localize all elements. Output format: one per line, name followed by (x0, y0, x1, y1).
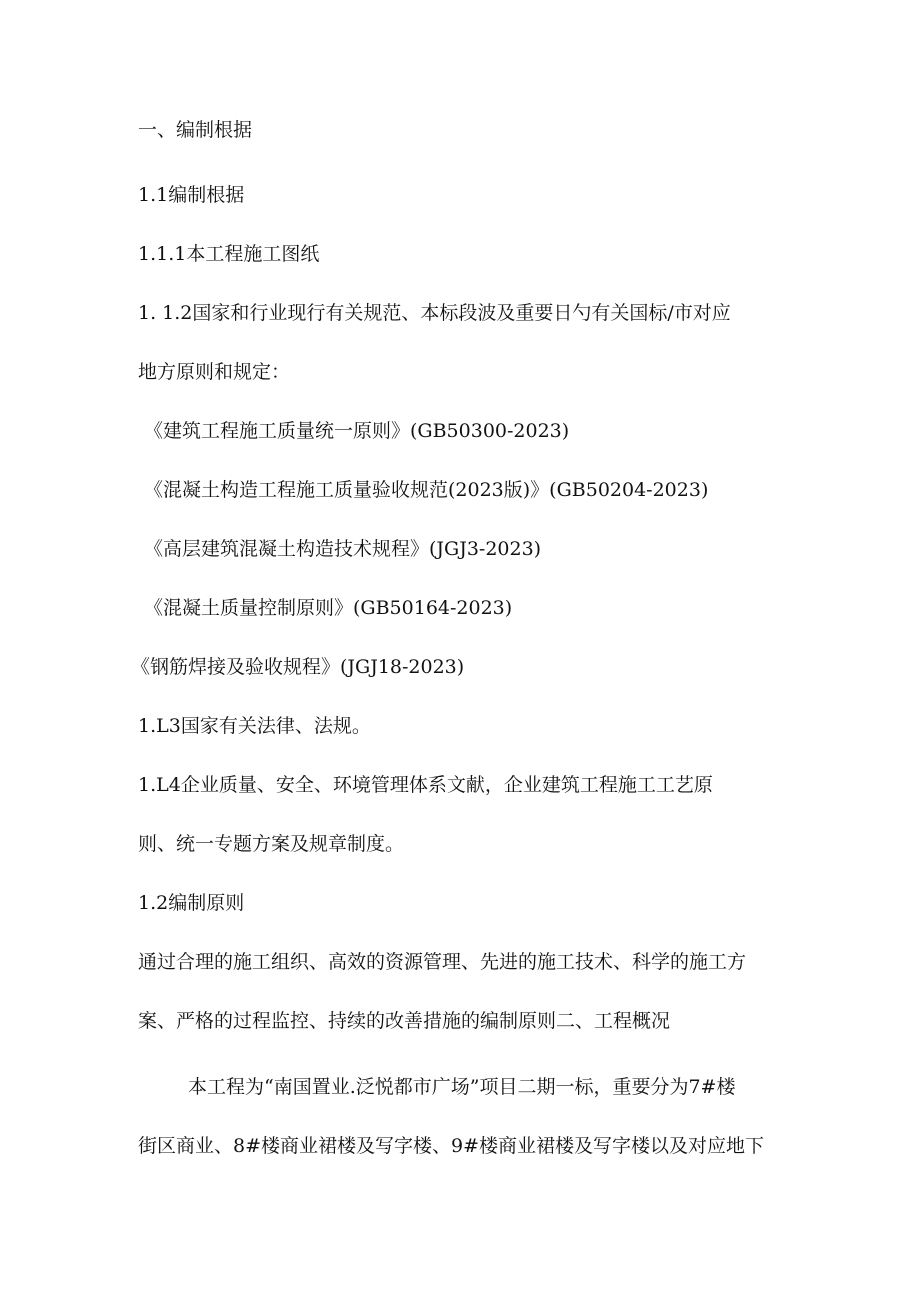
standard-jgj18: 《钢筋焊接及验收规程》(JGJ18-2023) (131, 656, 465, 678)
item-1-1-4: 1.L4企业质量、安全、环境管理体系文献，企业建筑工程施工工艺原 (138, 774, 713, 796)
standard-gb50300: 《建筑工程施工质量统一原则》(GB50300-2023) (144, 420, 570, 442)
item-1-1-1: 1.1.1本工程施工图纸 (138, 243, 320, 265)
subsection-heading-1-2: 1.2编制原则 (138, 892, 245, 914)
standard-gb50164: 《混凝土质量控制原则》(GB50164-2023) (144, 597, 513, 619)
section-heading-basis: 一、编制根据 (138, 119, 253, 141)
item-1-1-2: 1. 1.2国家和行业现行有关规范、本标段波及重要日勺有关国标/市对应 (138, 302, 731, 324)
item-1-1-3: 1.L3国家有关法律、法规。 (138, 715, 371, 737)
item-1-1-2-continued: 地方原则和规定： (138, 361, 291, 383)
standard-jgj3: 《高层建筑混凝土构造技术规程》(JGJ3-2023) (144, 538, 542, 560)
principle-paragraph-line-1: 通过合理的施工组织、高效的资源管理、先进的施工技术、科学的施工方 (138, 951, 747, 973)
standard-gb50204: 《混凝土构造工程施工质量验收规范(2023版)》(GB50204-2023) (144, 479, 709, 501)
overview-paragraph-line-2: 街区商业、8#楼商业裙楼及写字楼、9#楼商业裙楼及写字楼以及对应地下 (138, 1135, 765, 1157)
principle-paragraph-line-2: 案、严格的过程监控、持续的改善措施的编制原则二、工程概况 (138, 1010, 671, 1032)
subsection-heading-1-1: 1.1编制根据 (138, 184, 245, 206)
overview-paragraph-line-1: 本工程为“南国置业.泛悦都市广场”项目二期一标，重要分为7#楼 (188, 1076, 736, 1098)
item-1-1-4-continued: 则、统一专题方案及规章制度。 (138, 833, 405, 855)
